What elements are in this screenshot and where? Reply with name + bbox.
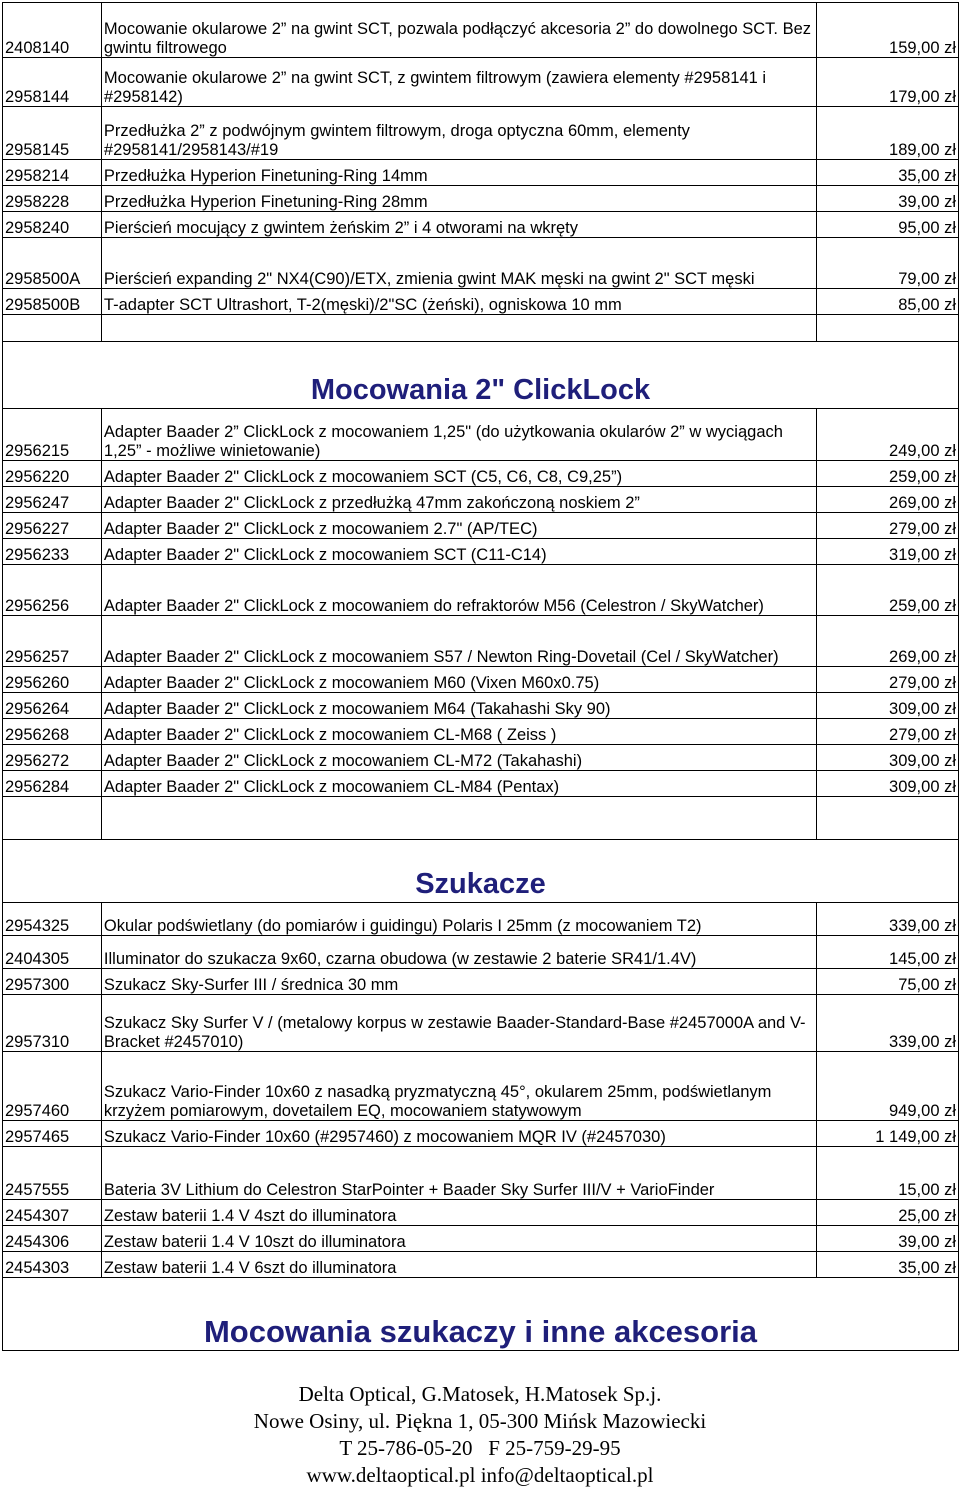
cell-code: 2958228 [3, 186, 102, 212]
cell-desc: Mocowanie okularowe 2” na gwint SCT, z gwintem filtrowym (zawiera elementy #2958141 i #2958142) [101, 58, 816, 107]
cell-code: 2958500B [3, 289, 102, 315]
cell-desc: Szukacz Sky Surfer V / (metalowy korpus w zestawie Baader-Standard-Base #2457000A and V-Bracket #2457010) [101, 995, 816, 1052]
product-row [3, 1226, 959, 1252]
footer-contact: www.deltaoptical.pl info@deltaoptical.pl [306, 1463, 654, 1487]
product-row [3, 289, 959, 315]
cell-desc: Mocowanie okularowe 2” na gwint SCT, pozwala podłączyć akcesoria 2” do dowolnego SCT. Bez gwintu filtrowego [101, 3, 816, 58]
cell-code: 2956264 [3, 693, 102, 719]
product-row [3, 513, 959, 539]
product-row [3, 238, 959, 289]
cell-price: 249,00 zł [816, 409, 958, 461]
product-row [3, 667, 959, 693]
section-title: Szukacze [415, 868, 546, 900]
cell-code: 2958240 [3, 212, 102, 238]
cell-code: 2958144 [3, 58, 102, 107]
cell-code: 2956215 [3, 409, 102, 461]
cell-price: 145,00 zł [816, 936, 958, 969]
cell-desc: Adapter Baader 2" ClickLock z mocowaniem M64 (Takahashi Sky 90) [101, 693, 816, 719]
cell-price: 949,00 zł [816, 1052, 958, 1121]
cell-desc: Pierścień expanding 2" NX4(C90)/ETX, zmienia gwint MAK męski na gwint 2" SCT męski [101, 238, 816, 289]
product-row [3, 719, 959, 745]
cell-desc: Zestaw baterii 1.4 V 4szt do illuminatora [101, 1200, 816, 1226]
cell-price: 269,00 zł [816, 616, 958, 667]
product-row [3, 1252, 959, 1278]
product-row [3, 995, 959, 1052]
product-row [3, 212, 959, 238]
cell-price: 279,00 zł [816, 513, 958, 539]
cell-price: 35,00 zł [816, 160, 958, 186]
cell-code: 2957460 [3, 1052, 102, 1121]
cell-price: 25,00 zł [816, 1200, 958, 1226]
cell-price: 279,00 zł [816, 667, 958, 693]
product-row [3, 1200, 959, 1226]
cell-code: 2956257 [3, 616, 102, 667]
cell-price: 309,00 zł [816, 745, 958, 771]
cell-code: 2958214 [3, 160, 102, 186]
cell-desc: Illuminator do szukacza 9x60, czarna obudowa (w zestawie 2 baterie SR41/1.4V) [101, 936, 816, 969]
cell-price: 95,00 zł [816, 212, 958, 238]
cell-desc: Pierścień mocujący z gwintem żeńskim 2” i 4 otworami na wkręty [101, 212, 816, 238]
product-row [3, 1121, 959, 1147]
cell-code [3, 315, 102, 342]
product-row [3, 936, 959, 969]
cell-desc: Adapter Baader 2" ClickLock z mocowaniem SCT (C11-C14) [101, 539, 816, 565]
cell-code: 2454303 [3, 1252, 102, 1278]
section-title-row [3, 840, 959, 903]
product-row [3, 616, 959, 667]
cell-desc: Adapter Baader 2" ClickLock z mocowaniem 2.7" (AP/TEC) [101, 513, 816, 539]
cell-desc: Przedłużka Hyperion Finetuning-Ring 14mm [101, 160, 816, 186]
cell-desc [101, 797, 816, 840]
section-title-row [3, 1278, 959, 1351]
cell-desc: Zestaw baterii 1.4 V 6szt do illuminatora [101, 1252, 816, 1278]
product-row [3, 1052, 959, 1121]
product-row [3, 186, 959, 212]
cell-code: 2954325 [3, 903, 102, 936]
product-row [3, 3, 959, 58]
product-row [3, 461, 959, 487]
cell-price: 259,00 zł [816, 461, 958, 487]
product-row [3, 58, 959, 107]
footer-address: Nowe Osiny, ul. Piękna 1, 05-300 Mińsk Mazowiecki [253, 1409, 707, 1433]
product-row [3, 487, 959, 513]
cell-desc: Adapter Baader 2" ClickLock z mocowaniem S57 / Newton Ring-Dovetail (Cel / SkyWatcher) [101, 616, 816, 667]
cell-price: 39,00 zł [816, 1226, 958, 1252]
product-row [3, 771, 959, 797]
cell-desc: Szukacz Vario-Finder 10x60 z nasadką pryzmatyczną 45°, okularem 25mm, podświetlanym krzyżem pomiarowym, dovetailem EQ, mocowaniem statywowym [101, 1052, 816, 1121]
cell-code: 2958145 [3, 107, 102, 160]
cell-desc: Przedłużka 2” z podwójnym gwintem filtrowym, droga optyczna 60mm, elementy #2958141/2958143/#19 [101, 107, 816, 160]
cell-price: 1 149,00 zł [816, 1121, 958, 1147]
footer-company: Delta Optical, G.Matosek, H.Matosek Sp.j. [298, 1382, 662, 1406]
cell-code: 2454306 [3, 1226, 102, 1252]
cell-desc: Adapter Baader 2" ClickLock z mocowaniem SCT (C5, C6, C8, C9,25”) [101, 461, 816, 487]
footer-phones: T 25-786-05-20 F 25-759-29-95 [339, 1436, 621, 1460]
cell-price: 339,00 zł [816, 995, 958, 1052]
cell-desc: Przedłużka Hyperion Finetuning-Ring 28mm [101, 186, 816, 212]
cell-desc: Adapter Baader 2” ClickLock z mocowaniem 1,25" (do użytkowania okularów 2” w wyciągach 1,25” - możliwe winietowanie) [101, 409, 816, 461]
price-list-table [2, 2, 959, 1351]
cell-price: 309,00 zł [816, 771, 958, 797]
cell-code: 2957300 [3, 969, 102, 995]
cell-desc: Adapter Baader 2" ClickLock z mocowaniem CL-M84 (Pentax) [101, 771, 816, 797]
cell-desc: Szukacz Vario-Finder 10x60 (#2957460) z mocowaniem MQR IV (#2457030) [101, 1121, 816, 1147]
cell-desc: Adapter Baader 2" ClickLock z mocowaniem CL-M72 (Takahashi) [101, 745, 816, 771]
cell-code: 2956227 [3, 513, 102, 539]
cell-code: 2956220 [3, 461, 102, 487]
cell-desc: Zestaw baterii 1.4 V 10szt do illuminatora [101, 1226, 816, 1252]
cell-code: 2404305 [3, 936, 102, 969]
cell-price: 179,00 zł [816, 58, 958, 107]
cell-code: 2956284 [3, 771, 102, 797]
cell-code [3, 797, 102, 840]
cell-price [816, 315, 958, 342]
cell-code: 2408140 [3, 3, 102, 58]
cell-code: 2956260 [3, 667, 102, 693]
product-row [3, 409, 959, 461]
cell-code: 2957310 [3, 995, 102, 1052]
price-list-sheet [2, 2, 959, 1351]
blank-row [3, 797, 959, 840]
product-row [3, 693, 959, 719]
cell-desc: Okular podświetlany (do pomiarów i guidingu) Polaris I 25mm (z mocowaniem T2) [101, 903, 816, 936]
cell-code: 2958500A [3, 238, 102, 289]
cell-desc: T-adapter SCT Ultrashort, T-2(męski)/2"SC (żeński), ogniskowa 10 mm [101, 289, 816, 315]
product-row [3, 160, 959, 186]
cell-price: 269,00 zł [816, 487, 958, 513]
cell-price: 189,00 zł [816, 107, 958, 160]
cell-price: 85,00 zł [816, 289, 958, 315]
cell-price [816, 797, 958, 840]
cell-price: 15,00 zł [816, 1147, 958, 1200]
company-footer [0, 1381, 960, 1489]
cell-price: 309,00 zł [816, 693, 958, 719]
cell-price: 75,00 zł [816, 969, 958, 995]
cell-price: 39,00 zł [816, 186, 958, 212]
section-title: Mocowania szukaczy i inne akcesoria [203, 1314, 758, 1349]
product-row [3, 745, 959, 771]
cell-desc: Adapter Baader 2" ClickLock z przedłużką 47mm zakończoną noskiem 2” [101, 487, 816, 513]
cell-price: 35,00 zł [816, 1252, 958, 1278]
cell-desc: Adapter Baader 2" ClickLock z mocowaniem do refraktorów M56 (Celestron / SkyWatcher) [101, 565, 816, 616]
product-row [3, 903, 959, 936]
cell-desc: Szukacz Sky-Surfer III / średnica 30 mm [101, 969, 816, 995]
cell-price: 319,00 zł [816, 539, 958, 565]
product-row [3, 107, 959, 160]
cell-desc: Bateria 3V Lithium do Celestron StarPointer + Baader Sky Surfer III/V + VarioFinder [101, 1147, 816, 1200]
cell-price: 279,00 zł [816, 719, 958, 745]
cell-code: 2457555 [3, 1147, 102, 1200]
cell-code: 2956268 [3, 719, 102, 745]
cell-price: 159,00 zł [816, 3, 958, 58]
cell-code: 2956256 [3, 565, 102, 616]
product-row [3, 1147, 959, 1200]
cell-code: 2454307 [3, 1200, 102, 1226]
section-title: Mocowania 2" ClickLock [310, 374, 651, 406]
cell-code: 2956233 [3, 539, 102, 565]
product-row [3, 969, 959, 995]
cell-code: 2956272 [3, 745, 102, 771]
cell-code: 2957465 [3, 1121, 102, 1147]
product-row [3, 565, 959, 616]
cell-desc: Adapter Baader 2" ClickLock z mocowaniem CL-M68 ( Zeiss ) [101, 719, 816, 745]
section-title-row [3, 342, 959, 409]
cell-desc [101, 315, 816, 342]
cell-price: 259,00 zł [816, 565, 958, 616]
blank-row [3, 315, 959, 342]
cell-price: 79,00 zł [816, 238, 958, 289]
cell-desc: Adapter Baader 2" ClickLock z mocowaniem M60 (Vixen M60x0.75) [101, 667, 816, 693]
product-row [3, 539, 959, 565]
cell-code: 2956247 [3, 487, 102, 513]
cell-price: 339,00 zł [816, 903, 958, 936]
